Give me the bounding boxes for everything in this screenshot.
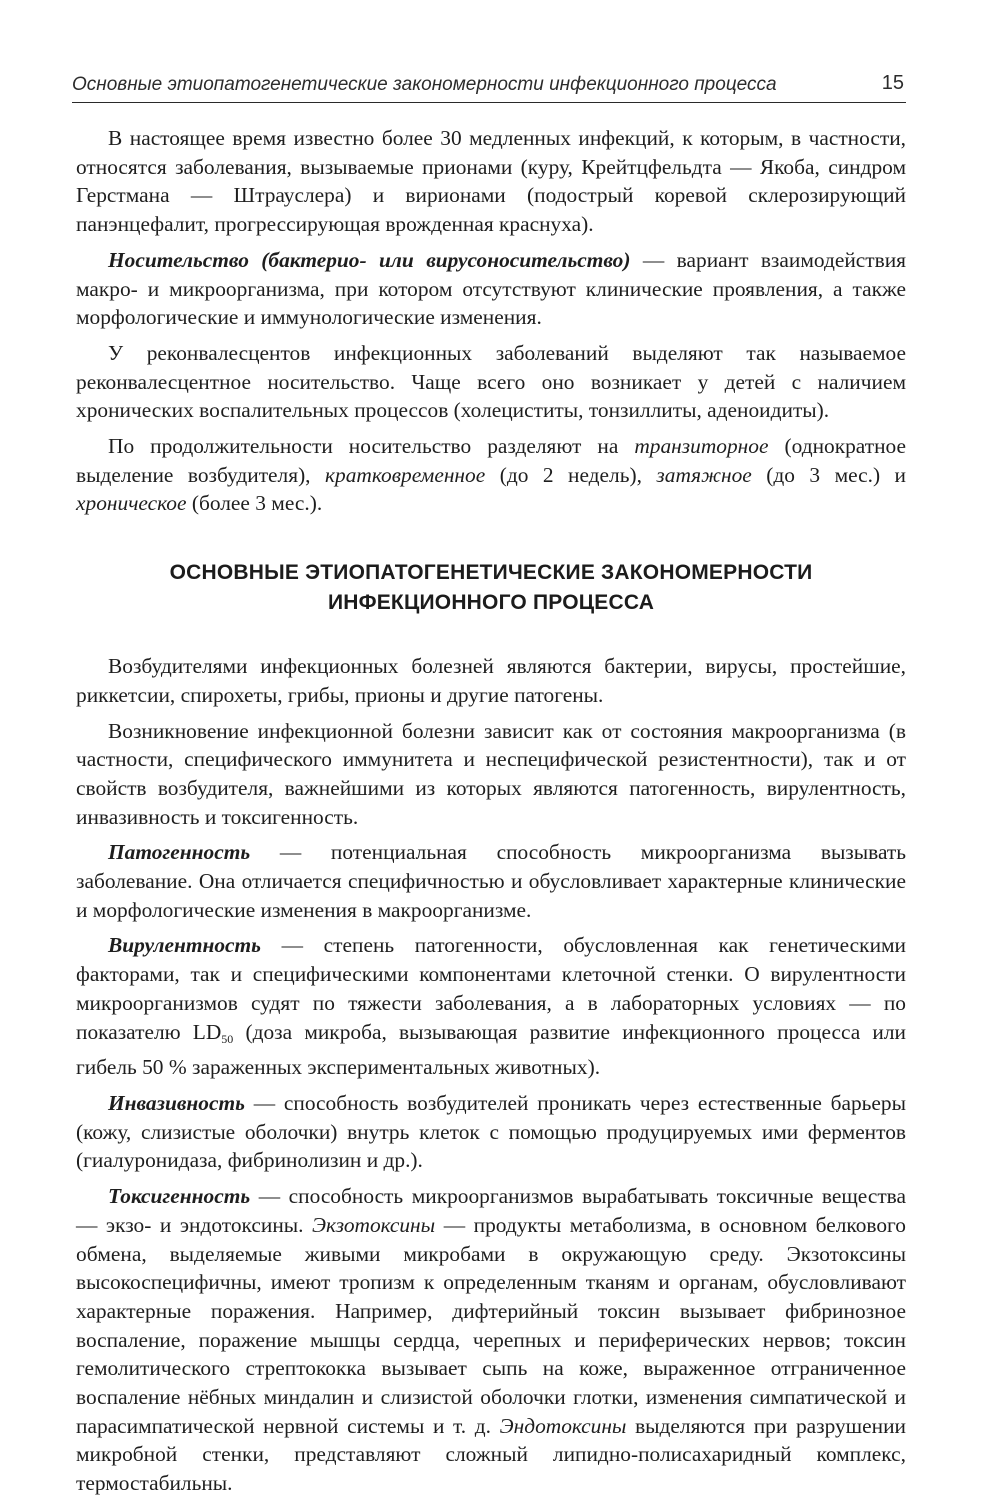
page-body [76,124,906,1505]
paragraph-text: — потенциальная способность микроорганизма вызывать заболевание. Она отличается специфичностью и обусловливает характерные клинические и морфологические изменения в макроорганизме. [76,840,906,922]
term-toxigenicity: Токсигенность [108,1184,251,1209]
paragraph-text: (доза микроба, вызывающая развитие инфекционного процесса или гибель 50 % зараженных экспериментальных животных). [76,1019,906,1080]
paragraph-text: (до 3 мес.) и [751,462,907,487]
paragraph-slow-infections [76,124,906,239]
term-chronic: хроническое [76,491,187,516]
page-number: 15 [881,72,904,94]
term-carriage: Носительство (бактерио- или вирусоносительство) [108,247,631,272]
paragraph-text: (более 3 мес.). [186,491,323,516]
paragraph-disease-onset [76,717,906,832]
paragraph-text: Возникновение инфекционной болезни зависит как от состояния макроорганизма (в частности, специфического иммунитета и неспецифической резистентности), так и от свойств возбудителя, важнейшими из которых являются патогенность, вирулентность, инвазивность и токсигенность. [76,718,906,829]
paragraph-text: (однократное выделение возбудителя), [76,434,906,487]
paragraph-pathogenicity [76,838,906,924]
paragraph-text: По продолжительности носительство разделяют на [108,434,635,459]
paragraph-text: Возбудителями инфекционных болезней являются бактерии, вирусы, простейшие, риккетсии, спирохеты, грибы, прионы и другие патогены. [76,654,906,707]
term-pathogenicity: Патогенность [108,840,251,865]
section-heading [76,558,906,618]
paragraph-carriage-definition [76,246,906,332]
paragraph-text: — вариант взаимодействия макро- и микроорганизма, при котором отсутствуют клинические проявления, а также морфологические и иммунологические изменения. [76,247,906,330]
term-virulence: Вирулентность [108,933,261,958]
paragraph-invasiveness [76,1089,906,1175]
term-prolonged: затяжное [656,462,752,487]
paragraph-text: — способность микроорганизмов вырабатывать токсичные вещества — экзо- и эндотоксины. [76,1184,906,1237]
paragraph-pathogens [76,652,906,709]
paragraph-carriage-duration [76,432,906,518]
paragraph-text: — продукты метаболизма, в основном белкового обмена, выделяемые живыми микробами в окружающую среду. Экзотоксины высокоспецифичны, имеют тропизм к определенным тканям и органам, обусловливают характерные поражения. Например, дифтерийный токсин вызывает фибринозное воспаление, поражение мышцы сердца, черепных и периферических нервов; токсин гемолитического стрептококка вызывает сыпь на коже, выраженное отграниченное воспаление нёбных миндалин и слизистой оболочки глотки, изменения симпатической и парасимпатической нервной системы и т. д. [76,1212,906,1438]
term-exotoxins: Экзотоксины [312,1212,436,1237]
paragraph-text: У реконвалесцентов инфекционных заболеваний выделяют так называемое реконвалесцентное носительство. Чаще всего оно возникает у детей с наличием хронических воспалительных процессов (холециститы, тонзиллиты, аденоидиты). [76,340,906,423]
paragraph-toxigenicity [76,1182,906,1498]
paragraph-text: — степень патогенности, обусловленная как генетическими факторами, так и специфическими компонентами клеточной стенки. О вирулентности микроорганизмов судят по тяжести заболевания, а в лабораторных условиях — по показателю LD [76,933,906,1044]
paragraph-convalescent-carriage [76,339,906,425]
paragraph-text: — способность возбудителей проникать через естественные барьеры (кожу, слизистые оболочки) внутрь клеток с помощью продуцируемых ими ферментов (гиалуронидаза, фибринолизин и др.). [76,1090,906,1173]
term-invasiveness: Инвазивность [108,1090,245,1115]
paragraph-virulence [76,931,906,1082]
running-title: Основные этиопатогенетические закономерности инфекционного процесса [72,74,777,95]
section-heading-line-1: ОСНОВНЫЕ ЭТИОПАТОГЕНЕТИЧЕСКИЕ ЗАКОНОМЕРНОСТИ [169,561,813,585]
paragraph-text: (до 2 недель), [485,462,657,487]
term-endotoxins: Эндотоксины [499,1413,627,1438]
term-short-term: кратковременное [325,462,486,487]
running-header [72,66,906,103]
term-transient: транзиторное [634,434,769,459]
section-heading-line-2: ИНФЕКЦИОННОГО ПРОЦЕССА [327,591,655,615]
paragraph-text: В настоящее время известно более 30 медленных инфекций, к которым, в частности, относятся заболевания, вызываемые прионами (куру, Крейтцфельдта — Якоба, синдром Герстмана — Штрауслера) и вирионами (подострый коревой склерозирующий панэнцефалит, прогрессирующая врожденная краснуха). [76,126,906,237]
ld50-subscript: 50 [221,1031,234,1046]
paragraph-text: выделяются при разрушении микробной стенки, представляют сложный липидно-полисахаридный комплекс, термостабильны. [76,1413,906,1496]
